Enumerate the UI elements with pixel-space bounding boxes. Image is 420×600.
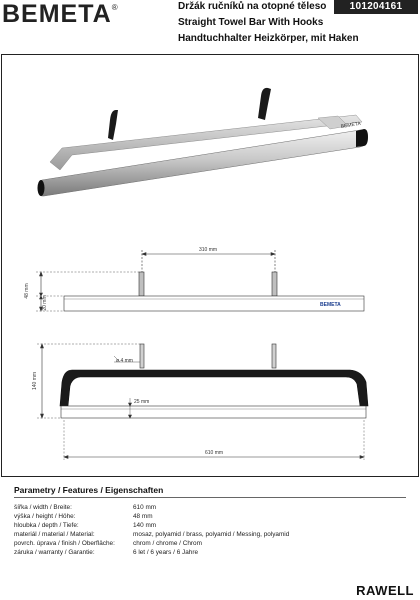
features-section	[0, 481, 420, 577]
front-right-hook	[272, 272, 277, 296]
features-divider	[14, 497, 406, 498]
top-bar	[61, 406, 366, 418]
feature-value: chrom / chrome / Chrom	[133, 540, 202, 547]
feature-label: povrch. úprava / finish / Oberfläche:	[14, 540, 115, 547]
trademark-symbol: ®	[111, 3, 119, 12]
feature-label: hloubka / depth / Tiefe:	[14, 522, 79, 529]
feature-value: 6 let / 6 years / 6 Jahre	[133, 549, 199, 556]
bar-brand-mark: BEMETA	[340, 120, 362, 130]
brand-name: BEMETA	[2, 0, 112, 28]
feature-label: záruka / warranty / Garantie:	[14, 549, 95, 556]
front-left-hook	[139, 272, 144, 296]
series-name: RAWELL	[356, 583, 414, 598]
left-hook	[108, 110, 118, 140]
product-code-badge: 101204161	[334, 0, 418, 14]
feature-label: výška / height / Höhe:	[14, 513, 76, 520]
title-czech: Držák ručníků na otopné těleso	[178, 1, 327, 12]
feature-value: 140 mm	[133, 522, 157, 529]
title-german: Handtuchhalter Heizkörper, mit Haken	[178, 33, 359, 44]
dim-height-label: 48 mm	[24, 283, 30, 299]
feature-label: materiál / material / Material:	[14, 531, 95, 538]
right-end-cap	[356, 129, 368, 147]
dim-bar-diameter-label: 25 mm	[134, 399, 150, 405]
dim-width-label: 610 mm	[204, 450, 224, 456]
dim-bar-height-label: 20 mm	[42, 295, 48, 311]
front-view	[36, 250, 364, 311]
title-english: Straight Towel Bar With Hooks	[178, 17, 324, 28]
feature-value: 610 mm	[133, 504, 157, 511]
dim-hook-diameter-label: ø 4 mm	[116, 358, 133, 364]
feature-label: šířka / width / Breite:	[14, 504, 72, 511]
feature-value: 48 mm	[133, 513, 153, 520]
product-illustration	[38, 88, 369, 196]
features-title: Parametry / Features / Eigenschaften	[14, 485, 164, 495]
left-end-cap	[38, 180, 45, 196]
front-bar	[64, 296, 364, 311]
top-view	[37, 344, 368, 460]
front-bar-brand: BEMETA	[320, 302, 341, 308]
feature-value: mosaz, polyamid / brass, polyamid / Messing, polyamid	[133, 531, 290, 538]
dim-hook-spacing-label: 310 mm	[198, 247, 218, 253]
right-hook	[258, 88, 271, 120]
top-frame	[60, 370, 368, 406]
dim-depth-label: 140 mm	[32, 371, 38, 391]
